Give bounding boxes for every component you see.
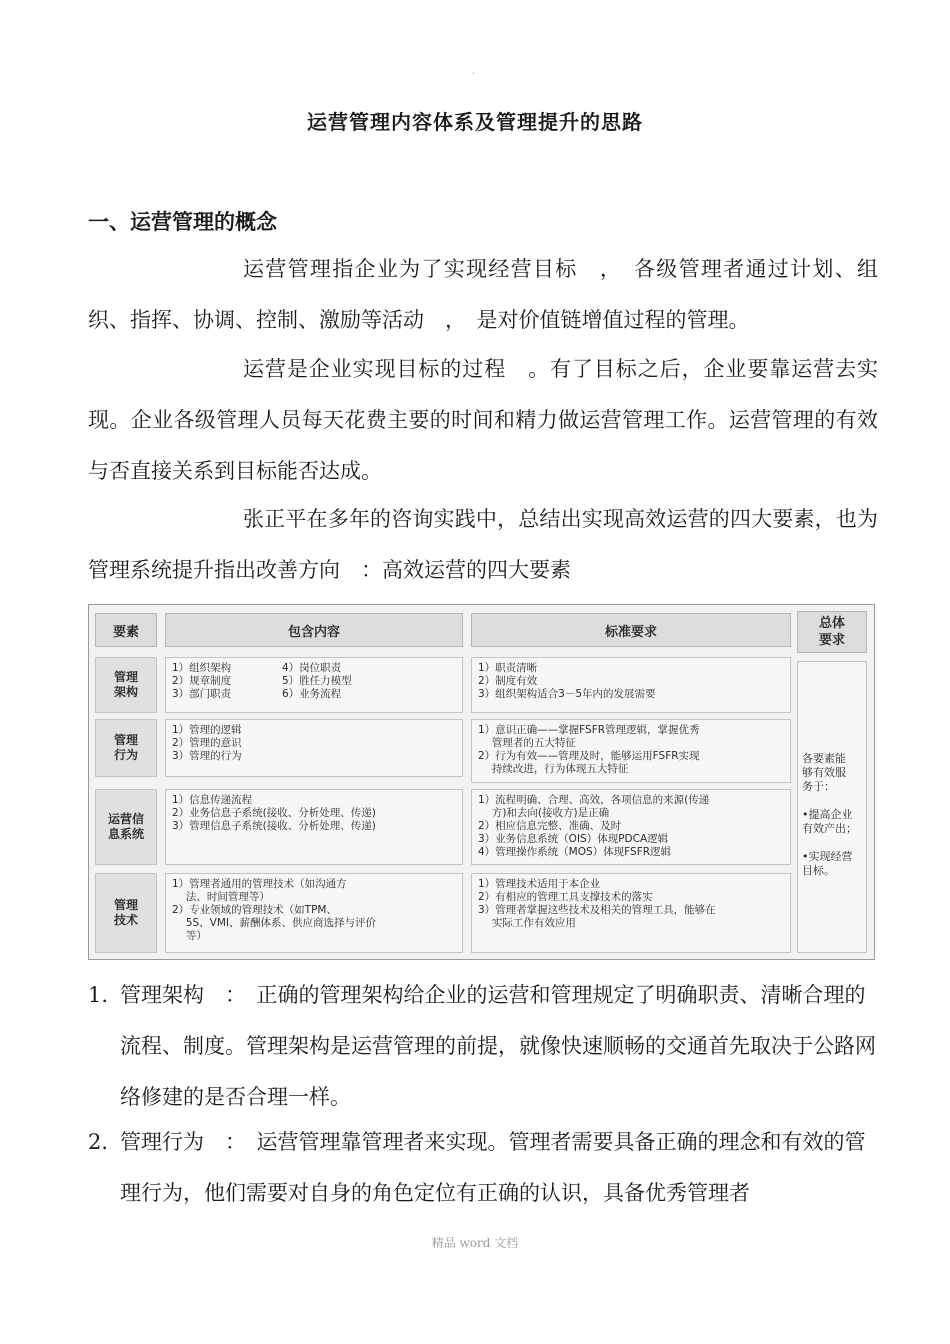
row-content-info-system: 1）信息传递流程 2）业务信息子系统(接收、分析处理、传递) 3）管理信息子系统(接收、分析处理、传递) [165,789,463,865]
row-content-behavior: 1）管理的逻辑 2）管理的意识 3）管理的行为 [165,719,463,777]
list-item-1 [88,970,878,1123]
list-number-2: 2. [88,1130,109,1154]
row-label-technique: 管理 技术 [95,873,157,953]
row-standard-structure: 1）职责清晰 2）制度有效 3）组织架构适合3－5年内的发展需要 [471,657,791,713]
row-standard-info-system: 1）流程明确、合理、高效，各项信息的来源(传递 方)和去向(接收方)是正确 2）相应信息完整、准确、及时 3）业务信息系统（OIS）体现PDCA逻辑 4）管理操作系统（MOS）体现FSFR逻辑 [471,789,791,865]
row-label-info-system: 运营信 息系统 [95,789,157,865]
row-standard-technique: 1）管理技术适用于本企业 2）有相应的管理工具支撑技术的落实 3）管理者掌握这些技术及相关的管理工具，能够在 实际工作有效应用 [471,873,791,953]
table-header-overall: 总体 要求 [797,611,867,653]
footer-watermark: 精品 word 文档 [431,1236,519,1250]
row-content-technique: 1）管理者通用的管理技术（如沟通方 法、时间管理等） 2）专业领域的管理技术（如TPM、 5S、VMI、薪酬体系、供应商选择与评价 等） [165,873,463,953]
list-text-1: 管理架构 ： 正确的管理架构给企业的运营和管理规定了明确职责、清晰合理的流程、制度。管理架构是运营管理的前提，就像快速顺畅的交通首先取决于公路网络修建的是否合理一样。 [120,983,876,1109]
row-content-structure [165,657,463,713]
paragraph-1: 运营管理指企业为了实现经营目标 ， 各级管理者通过计划、组织、指挥、协调、控制、激励等活动 ， 是对价值链增值过程的管理。 [88,257,878,332]
document-title: 运营管理内容体系及管理提升的思路 [307,110,643,134]
table-header-standard: 标准要求 [471,613,791,647]
header-dot: . [472,66,476,77]
overall-requirement: 各要素能 够有效服 务于： •提高企业 有效产出； •实现经营 目标。 [797,661,867,953]
list-text-2: 管理行为 ： 运营管理靠管理者来实现。管理者需要具备正确的理念和有效的管理行为，他们需要对自身的角色定位有正确的认识，具备优秀管理者 [120,1130,866,1205]
table-header-content: 包含内容 [165,613,463,647]
row-label-structure: 管理 架构 [95,657,157,713]
paragraph-2: 运营是企业实现目标的过程 。有了目标之后，企业要靠运营去实现。企业各级管理人员每天花费主要的时间和精力做运营管理工作。运营管理的有效与否直接关系到目标能否达成。 [88,357,878,483]
row-content-structure-col2: 4）岗位职责 5）胜任力模型 6）业务流程 [282,662,352,700]
row-standard-behavior: 1）意识正确——掌握FSFR管理逻辑，掌握优秀 管理者的五大特征 2）行为有效——管理及时，能够运用FSFR实现 持续改进，行为体现五大特征 [471,719,791,783]
paragraph-3: 张正平在多年的咨询实践中，总结出实现高效运营的四大要素，也为管理系统提升指出改善方向 ：高效运营的四大要素 [88,507,878,582]
table-header-element: 要素 [95,613,157,647]
row-content-structure-col1: 1）组织架构 2）规章制度 3）部门职责 [172,662,232,700]
section-heading: 一、运营管理的概念 [88,209,277,234]
list-item-2 [88,1117,878,1219]
list-number-1: 1. [88,983,109,1007]
four-elements-table [88,604,875,960]
row-label-behavior: 管理 行为 [95,719,157,777]
